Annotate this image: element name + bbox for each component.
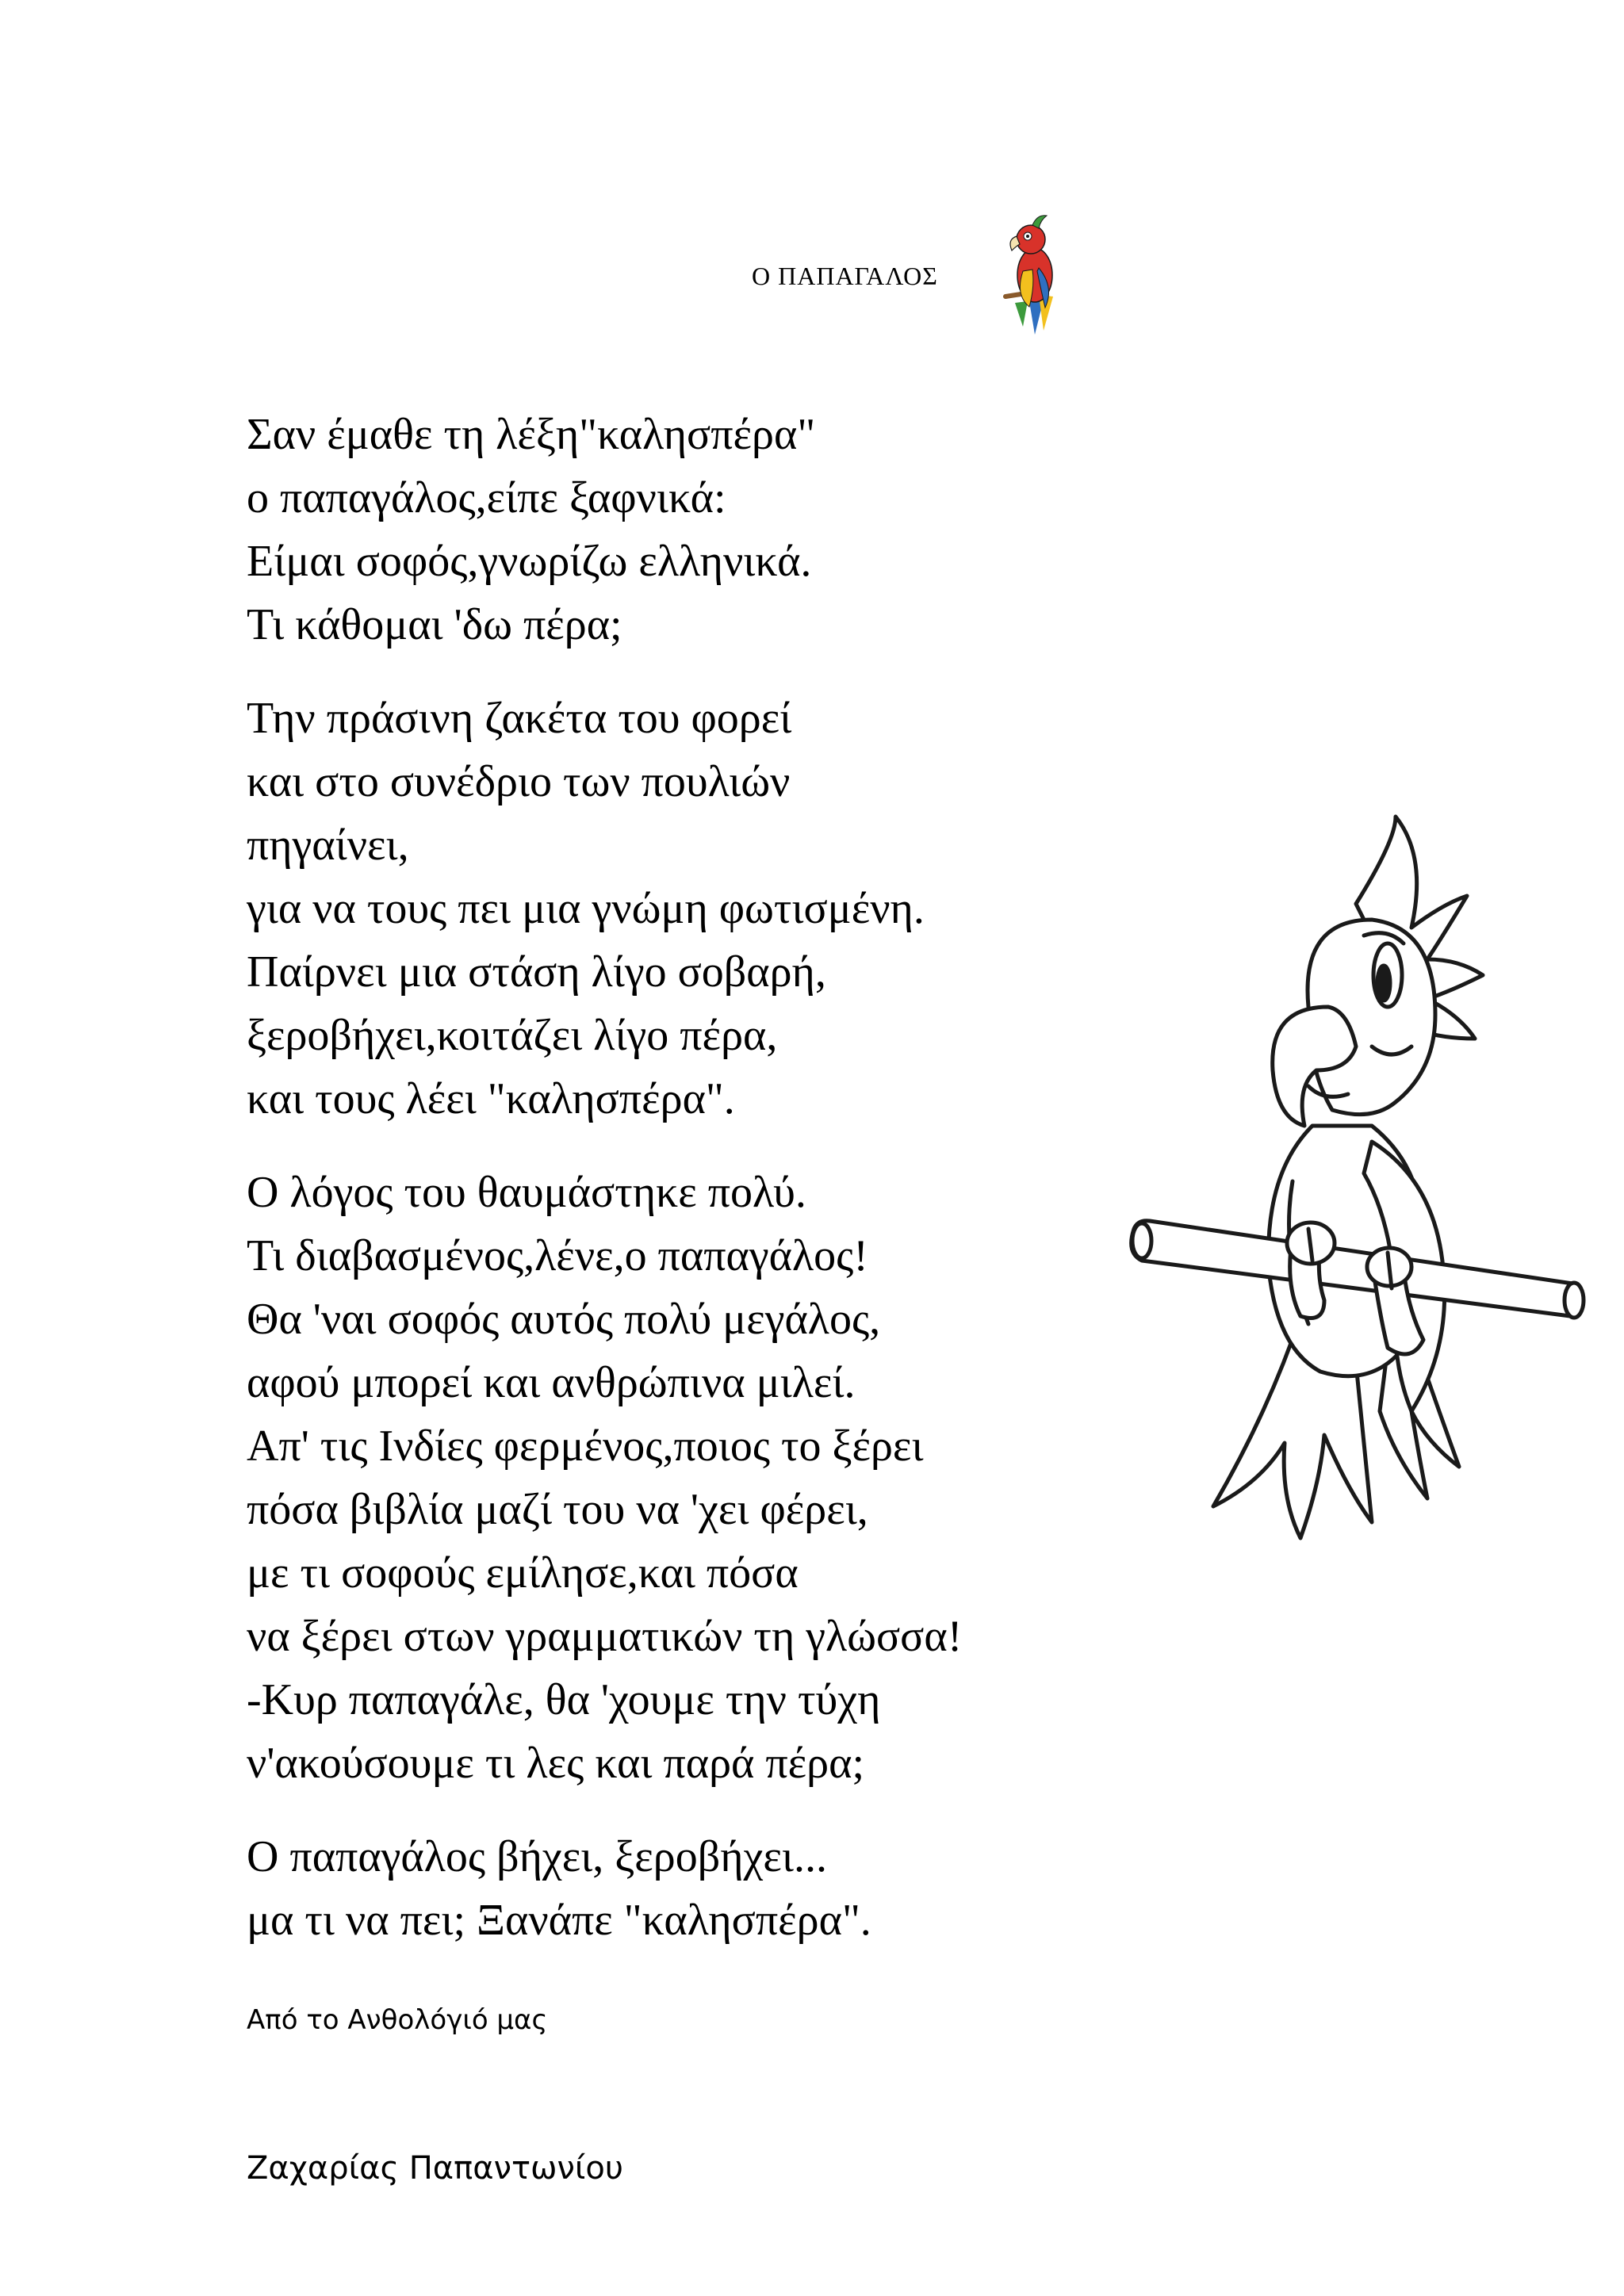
poem-line: και στο συνέδριο των πουλιών xyxy=(247,757,791,806)
poem-line: να ξέρει στων γραμματικών τη γλώσσα! xyxy=(247,1612,963,1661)
poem-title: Ο ΠΑΠΑΓΑΛΟΣ xyxy=(752,262,938,290)
poem-line: αφού μπορεί και ανθρώπινα μιλεί. xyxy=(247,1358,856,1407)
poem-line: -Κυρ παπαγάλε, θα 'χουμε την τύχη xyxy=(247,1675,881,1724)
poem-line: Την πράσινη ζακέτα του φορεί xyxy=(247,694,792,743)
poem-line: Τι διαβασμένος,λένε,ο παπαγάλος! xyxy=(247,1231,868,1280)
stanza xyxy=(247,403,962,656)
poem-line: ν'ακούσουμε τι λες και παρά πέρα; xyxy=(247,1739,864,1788)
poem-line: Σαν έμαθε τη λέξη"καλησπέρα" xyxy=(247,410,816,459)
stanza xyxy=(247,1161,962,1795)
author-name: Ζαχαρίας Παπαντωνίου xyxy=(247,2150,624,2187)
poem-line: Θα 'ναι σοφός αυτός πολύ μεγάλος, xyxy=(247,1295,881,1344)
parrot-on-perch-icon xyxy=(1110,809,1602,1554)
poem-line: με τι σοφούς εμίλησε,και πόσα xyxy=(247,1548,799,1598)
poem-body xyxy=(247,403,962,1952)
poem-line: Απ' τις Ινδίες φερμένος,ποιος το ξέρει xyxy=(247,1422,924,1471)
poem-line: πηγαίνει, xyxy=(247,821,409,870)
poem-line: ο παπαγάλος,είπε ξαφνικά: xyxy=(247,473,726,522)
anthology-source: Από το Ανθολόγιό μας xyxy=(247,2004,548,2036)
stanza xyxy=(247,687,962,1131)
poem-line: Παίρνει μια στάση λίγο σοβαρή, xyxy=(247,947,826,997)
poem-line: Ο παπαγάλος βήχει, ξεροβήχει... xyxy=(247,1832,827,1881)
poem-line: μα τι να πει; Ξανάπε "καλησπέρα". xyxy=(247,1896,871,1945)
parrot-icon xyxy=(991,208,1094,342)
poem-line: Τι κάθομαι 'δω πέρα; xyxy=(247,600,622,649)
stanza xyxy=(247,1825,962,1952)
poem-line: ξεροβήχει,κοιτάζει λίγο πέρα, xyxy=(247,1011,778,1060)
poem-line: για να τους πει μια γνώμη φωτισμένη. xyxy=(247,884,925,933)
poem-line: Είμαι σοφός,γνωρίζω ελληνικά. xyxy=(247,537,812,586)
poem-line: Ο λόγος του θαυμάστηκε πολύ. xyxy=(247,1168,806,1217)
poem-line: και τους λέει "καλησπέρα". xyxy=(247,1074,735,1123)
poem-line: πόσα βιβλία μαζί του να 'χει φέρει, xyxy=(247,1485,868,1534)
